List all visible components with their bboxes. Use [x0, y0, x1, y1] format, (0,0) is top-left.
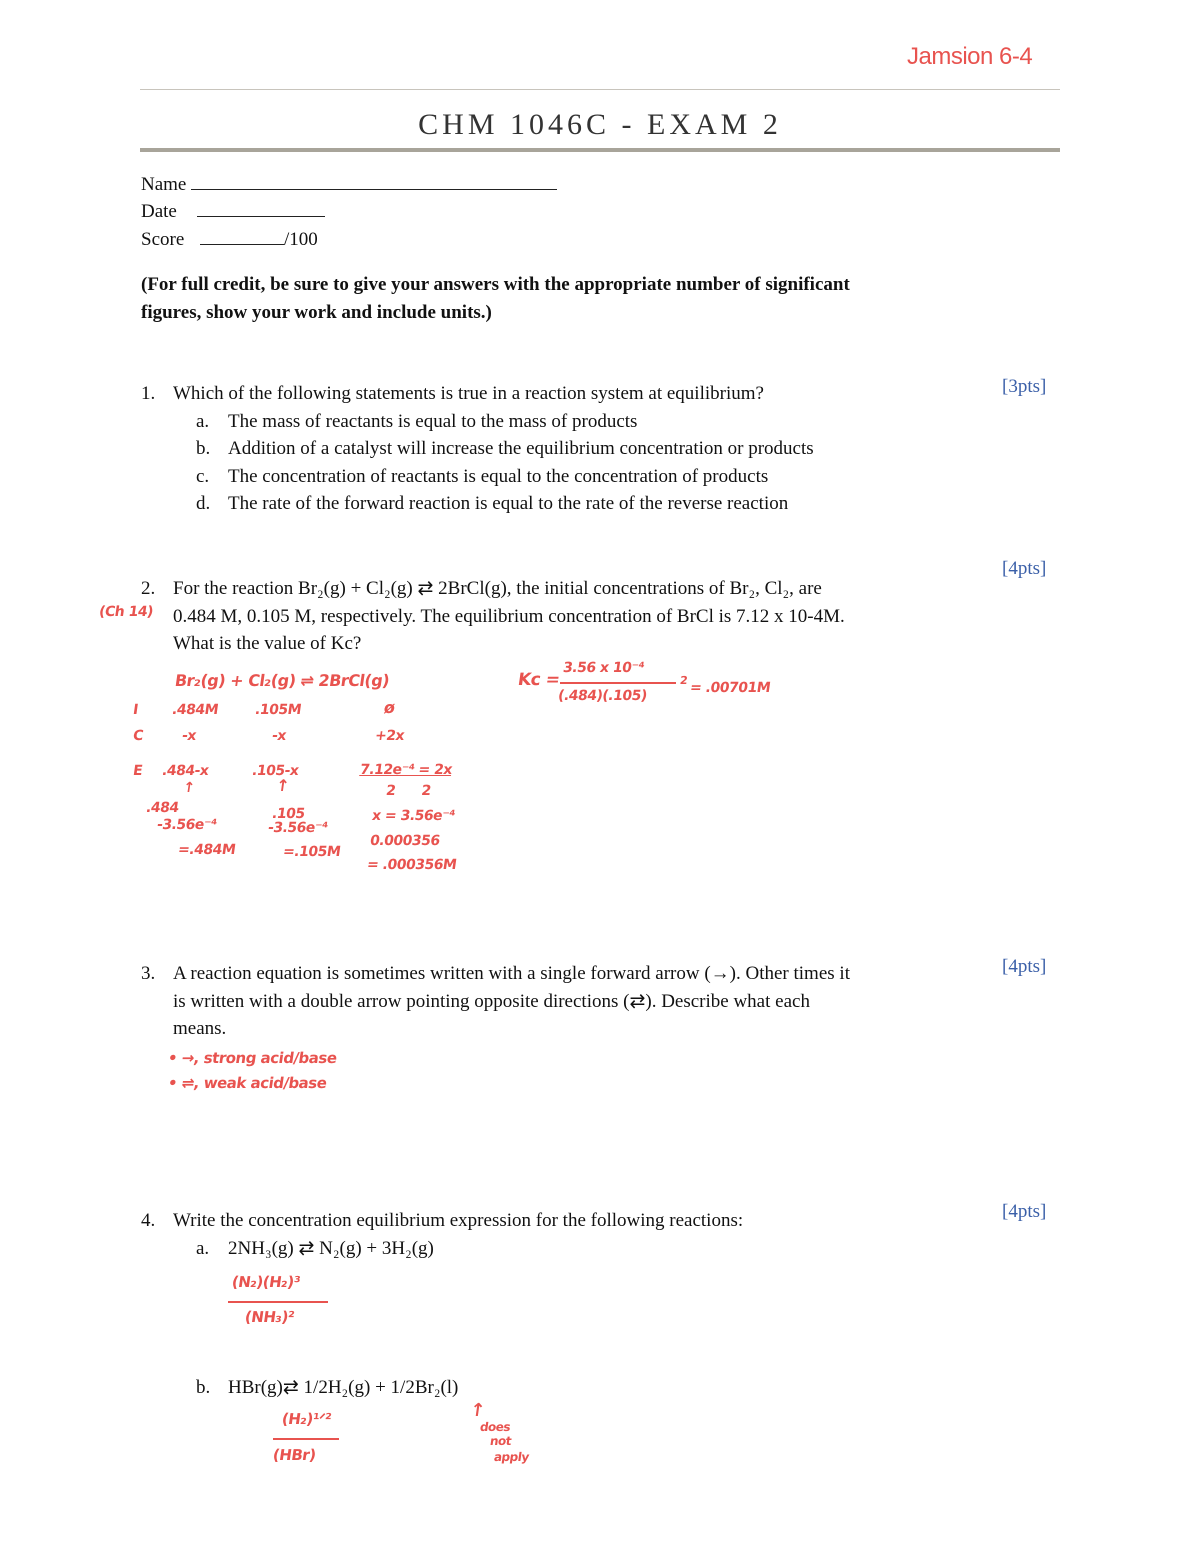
q3-line-1 [141, 960, 850, 988]
question-1 [141, 380, 814, 518]
question-2 [141, 575, 845, 658]
q1-option-a-letter: a. [196, 410, 210, 432]
q2-i-cl2: .105M [253, 702, 303, 718]
q1-option-b-letter: b. [196, 438, 211, 459]
exam-title: CHM 1046C - EXAM 2 [418, 108, 782, 141]
header-bottom-rule [140, 148, 1060, 152]
q1-stem [141, 380, 814, 408]
q2-arrow-br2: ↑ [181, 780, 196, 796]
q2-points: [4pts] [1002, 558, 1047, 579]
q4-a-denominator: (NH₃)² [243, 1308, 296, 1326]
q1-option-a[interactable] [141, 408, 814, 436]
question-4 [141, 1207, 743, 1262]
q3-answer-2: • ⇌, weak acid/base [166, 1074, 328, 1092]
q3-text-1: A reaction equation is sometimes written with a single forward arrow (→). Other times it [173, 963, 850, 984]
q1-option-c-text: The concentration of reactants is equal to the concentration of products [228, 465, 769, 487]
q2-x-decimal: 0.000356 [368, 833, 441, 849]
q1-option-b[interactable] [141, 435, 814, 463]
q2-x-result: = .000356M [365, 857, 458, 873]
q2-e-brcl-bottom: 2 2 [384, 783, 432, 799]
q2-sub-br2-c: =.484M [176, 842, 237, 858]
q2-row-e: E [131, 763, 144, 779]
q4-part-a [141, 1235, 743, 1263]
q1-points: [3pts] [1002, 376, 1047, 397]
q2-kc-denominator: (.484)(.105) [556, 688, 648, 704]
q2-sub-cl2-b: -3.56e⁻⁴ [266, 820, 329, 836]
q4-b-fraction-bar [273, 1438, 339, 1440]
q2-number: 2. [141, 578, 156, 599]
q2-i-brcl: ø [382, 698, 396, 717]
q2-row-i: I [131, 702, 139, 718]
score-suffix: /100 [284, 229, 318, 250]
q2-sub-cl2-c: =.105M [281, 844, 342, 860]
q2-e-br2: .484-x [160, 763, 210, 779]
q3-answer-1: • →, strong acid/base [166, 1049, 338, 1067]
q1-option-c-letter: c. [196, 465, 210, 487]
instructions [141, 271, 850, 326]
q4-text: Write the concentration equilibrium expression for the following reactions: [173, 1210, 744, 1231]
name-blank[interactable] [191, 173, 557, 190]
q3-line-2: is written with a double arrow pointing opposite directions (⇄). Describe what each [173, 990, 810, 1012]
q4-part-a-letter: a. [196, 1237, 210, 1259]
student-name-annotation: Jamsion 6-4 [907, 43, 1033, 70]
q1-option-b-text: Addition of a catalyst will increase the equilibrium concentration or products [228, 438, 814, 459]
q2-line-3: What is the value of Kc? [173, 633, 362, 654]
q3-line-3: means. [173, 1018, 227, 1039]
q4-number: 4. [141, 1210, 156, 1231]
q4-b-numerator: (H₂)¹ᐟ² [280, 1410, 333, 1428]
q2-c-cl2: -x [270, 728, 287, 744]
q2-kc-fraction-bar [560, 682, 676, 684]
q2-c-brcl: +2x [373, 728, 406, 744]
q1-option-a-text: The mass of reactants is equal to the mass of products [228, 410, 638, 432]
q2-line-1 [141, 575, 845, 603]
instructions-line-2: figures, show your work and include units.) [141, 301, 492, 323]
q4-b-note-line-1: does [479, 1420, 512, 1434]
q2-row-c: C [131, 728, 144, 744]
q4-part-a-text: 2NH₃(g) ⇄ N₂(g) + 3H₂(g) [228, 1237, 434, 1259]
question-3 [141, 960, 850, 1043]
q1-option-d-text: The rate of the forward reaction is equal to the rate of the reverse reaction [228, 493, 789, 514]
q3-number: 3. [141, 963, 156, 984]
q2-kc-numerator: 3.56 x 10⁻⁴ [561, 660, 645, 676]
q2-sub-cl2-a: .105 [270, 806, 306, 822]
q2-e-brcl-top: 7.12e⁻⁴ = 2x [358, 762, 453, 778]
date-blank[interactable] [197, 200, 325, 217]
q4-part-b-text: HBr(g)⇄ 1/2H₂(g) + 1/2Br₂(l) [228, 1377, 459, 1398]
q1-text: Which of the following statements is true in a reaction system at equilibrium? [173, 383, 764, 404]
q1-option-d[interactable] [141, 490, 814, 518]
q2-x-value: x = 3.56e⁻⁴ [370, 808, 456, 824]
score-blank[interactable] [200, 228, 284, 245]
name-field[interactable] [141, 171, 557, 199]
q3-points: [4pts] [1002, 956, 1047, 977]
q4-a-numerator: (N₂)(H₂)³ [230, 1273, 302, 1291]
q2-e-cl2: .105-x [250, 763, 300, 779]
q2-kc-result: = .00701M [688, 680, 772, 696]
q4-points: [4pts] [1002, 1201, 1047, 1222]
score-field[interactable] [141, 226, 318, 254]
q1-number: 1. [141, 383, 156, 404]
q4-part-b [196, 1374, 458, 1402]
q2-line-2: 0.484 M, 0.105 M, respectively. The equilibrium concentration of BrCl is 7.12 x 10-4M. [173, 605, 845, 627]
q2-margin-note: (Ch 14) [97, 604, 155, 620]
q2-kc-label: Kc = [516, 670, 561, 690]
header-top-rule [140, 89, 1060, 90]
q4-b-note-line-3: apply [493, 1450, 530, 1464]
date-label: Date [141, 201, 177, 222]
q2-text-1: For the reaction Br₂(g) + Cl₂(g) ⇄ 2BrCl(g), the initial concentrations of Br₂, Cl₂, are [173, 578, 822, 599]
q2-work-reaction: Br₂(g) + Cl₂(g) ⇌ 2BrCl(g) [173, 671, 391, 690]
q4-b-note-line-2: not [489, 1434, 513, 1448]
q4-a-fraction-bar [228, 1301, 328, 1303]
q2-arrow-cl2: ↑ [274, 776, 291, 795]
name-label: Name [141, 174, 187, 195]
q1-option-d-letter: d. [196, 493, 211, 514]
score-label: Score [141, 229, 185, 250]
q2-sub-br2-a: .484 [144, 800, 180, 816]
date-field[interactable] [141, 198, 325, 226]
q4-stem [141, 1207, 743, 1235]
q4-b-note-arrow: ↑ [468, 1400, 487, 1421]
q4-b-denominator: (HBr) [271, 1446, 317, 1464]
q2-c-br2: -x [180, 728, 197, 744]
q2-sub-br2-b: -3.56e⁻⁴ [155, 817, 218, 833]
q4-part-b-letter: b. [196, 1377, 211, 1398]
q1-option-c[interactable] [141, 463, 814, 491]
q2-i-br2: .484M [170, 702, 220, 718]
instructions-line-1: (For full credit, be sure to give your answers with the appropriate number of significant [141, 274, 850, 295]
q2-kc-exponent: 2 [679, 674, 689, 687]
